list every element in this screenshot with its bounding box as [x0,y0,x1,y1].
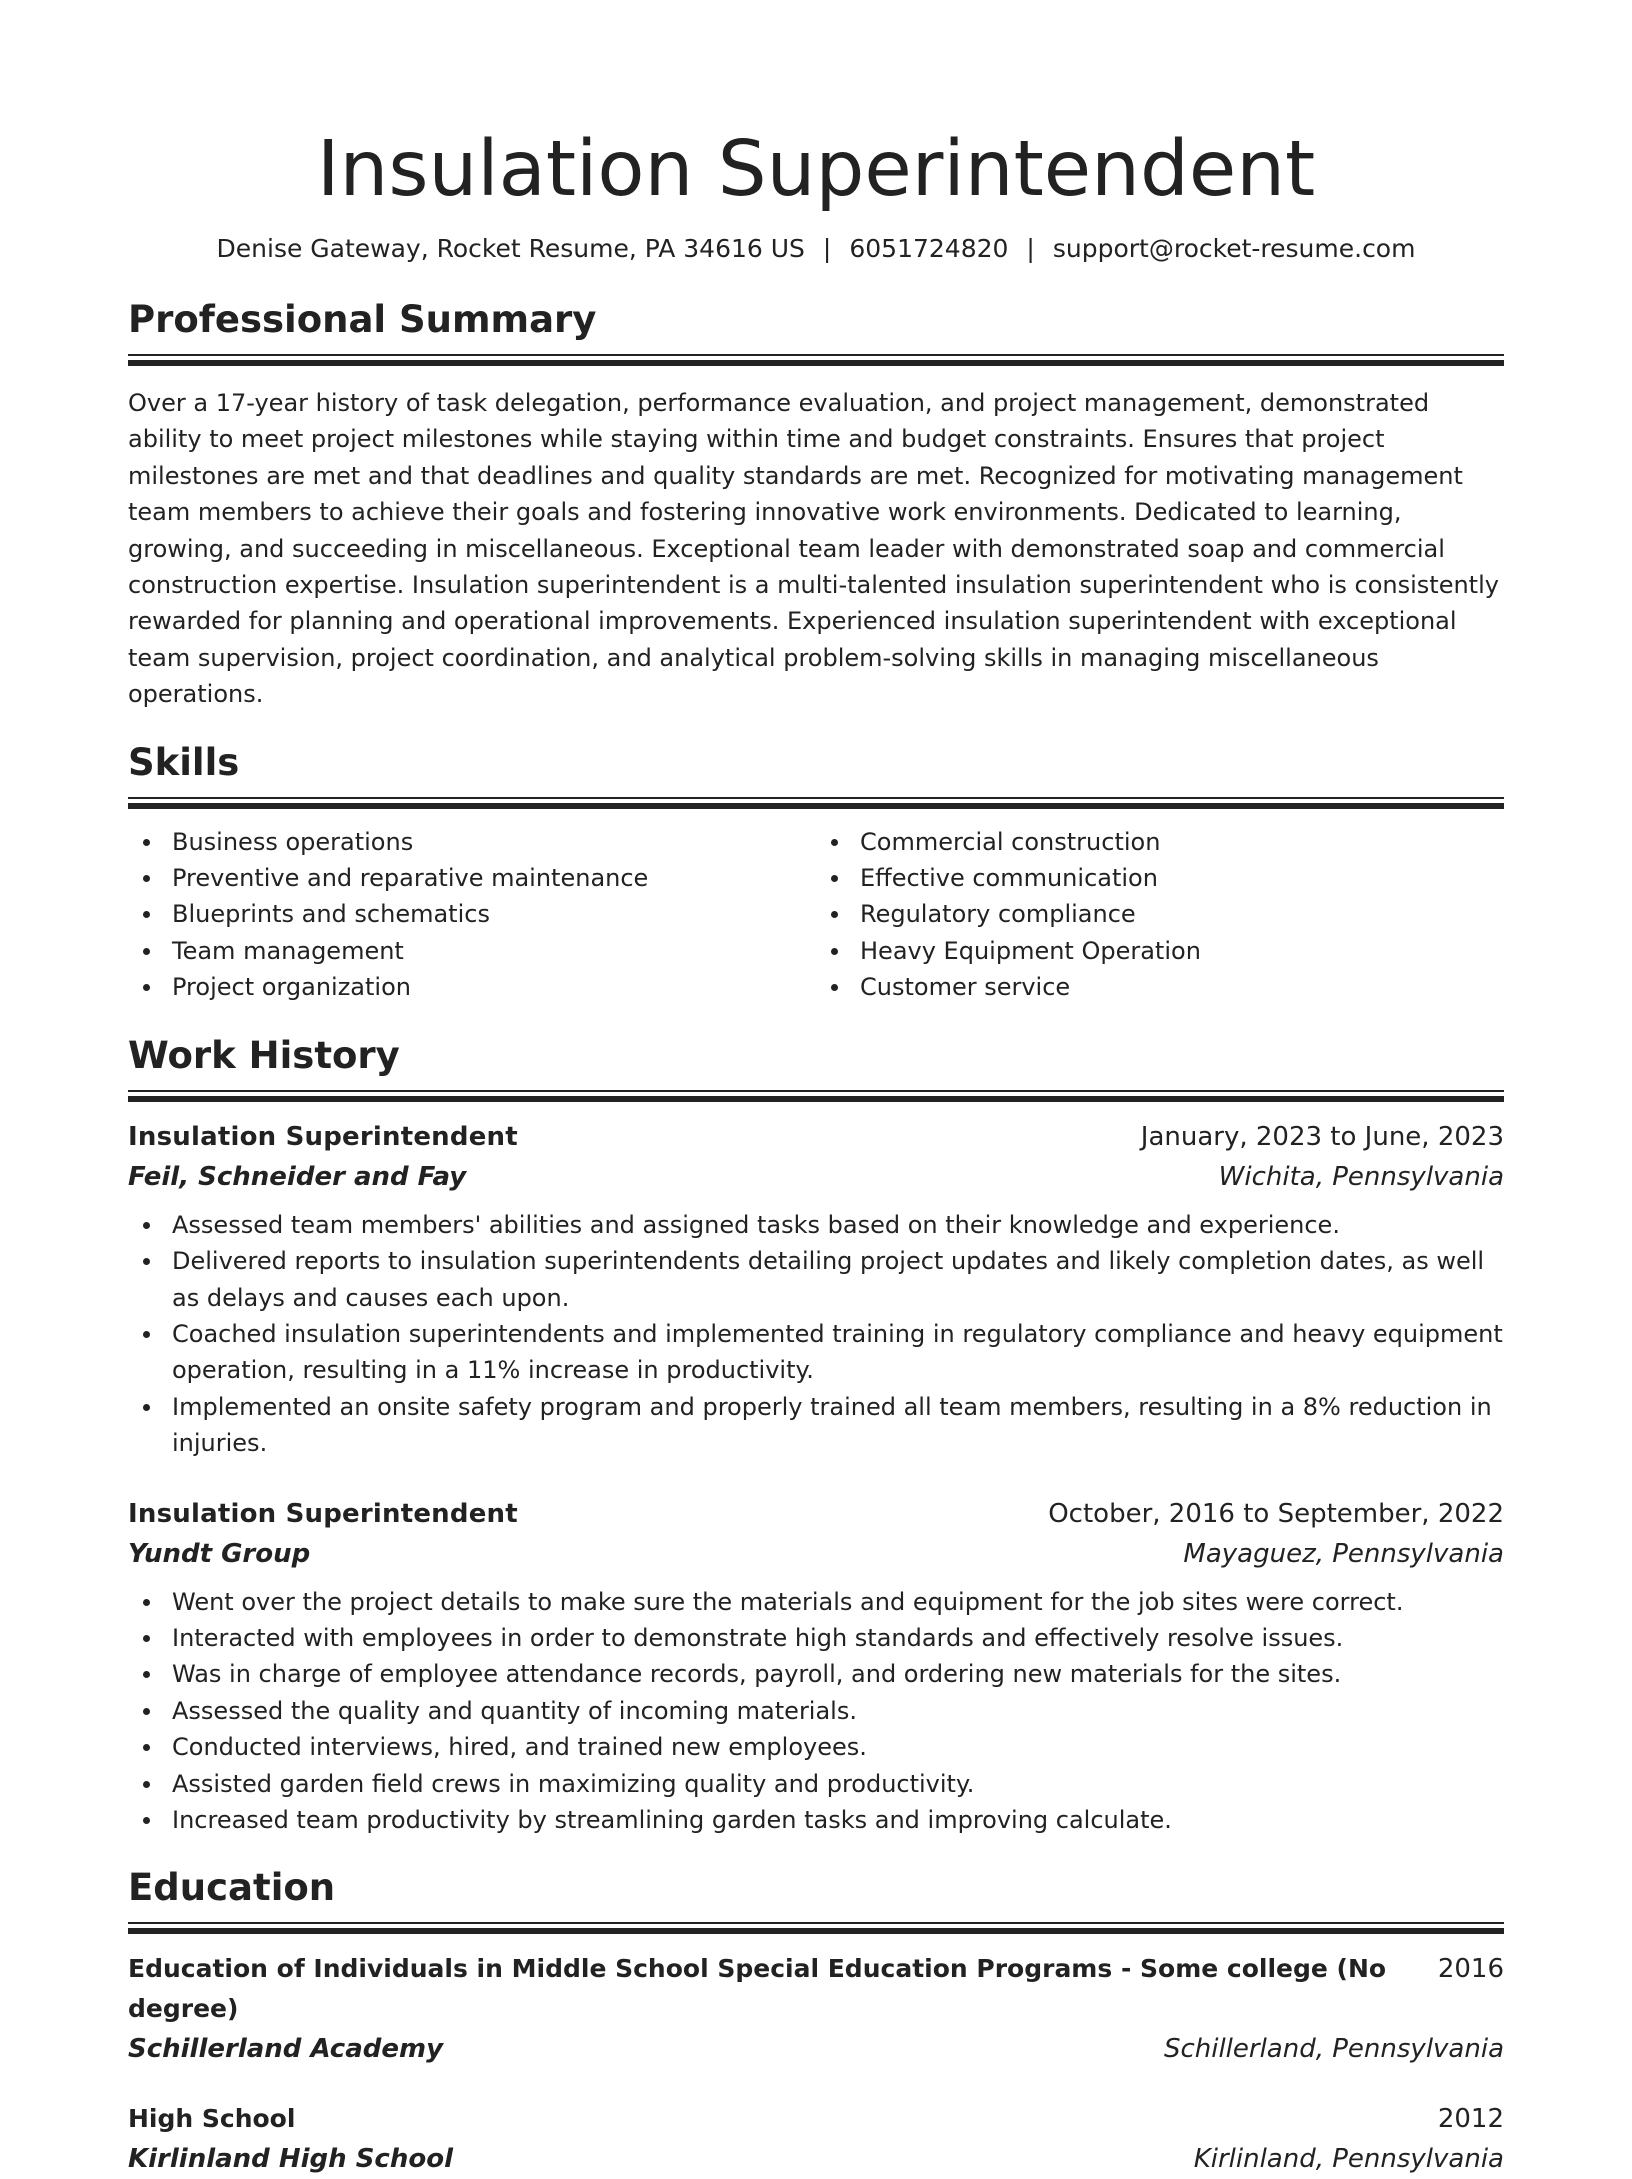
job-location: Wichita, Pennsylvania [1218,1161,1504,1192]
contact-line [128,232,1504,266]
section-divider [128,354,1504,367]
skill-item: Effective communication [816,860,1504,896]
resume-title: Insulation Superintendent [316,125,1316,214]
education-location: Schillerland, Pennsylvania [1163,2034,1504,2065]
education-header-row [128,1949,1504,2029]
job-title: Insulation Superintendent [128,1121,518,1152]
work-history-section [128,1032,1504,1839]
job-bullet: Increased team productivity by streamlining garden tasks and improving calculate. [128,1802,1504,1838]
section-heading-work: Work History [128,1033,400,1077]
section-divider [128,1090,1504,1103]
education-school-row [128,2139,1504,2179]
education-year: 2012 [1437,2104,1504,2135]
skill-item: Preventive and reparative maintenance [128,860,816,896]
education-year: 2016 [1437,1954,1504,1985]
education-entry [128,2099,1504,2179]
job-location: Mayaguez, Pennsylvania [1183,1538,1504,1569]
skill-item: Team management [128,933,816,969]
job-bullet: Was in charge of employee attendance records, payroll, and ordering new materials for the sites. [128,1656,1504,1692]
job-bullet: Assisted garden field crews in maximizing quality and productivity. [128,1766,1504,1802]
education-location: Kirlinland, Pennsylvania [1193,2144,1504,2175]
job-dates: January, 2023 to June, 2023 [1140,1121,1504,1152]
job-bullet: Conducted interviews, hired, and trained new employees. [128,1729,1504,1765]
job-bullet: Delivered reports to insulation superintendents detailing project updates and likely completion dates, as well as delays and causes each upon. [128,1243,1504,1316]
job-employer-row [128,1157,1504,1197]
education-title: Education of Individuals in Middle School Special Education Programs - Some college (No degree) [128,1954,1387,2024]
job-employer: Yundt Group [128,1538,311,1569]
contact-address: Denise Gateway, Rocket Resume, PA 34616 US [216,234,805,263]
resume-page [128,0,1504,2179]
job-header-row [128,1494,1504,1534]
education-school-row [128,2029,1504,2069]
contact-separator: | [822,234,832,263]
section-heading-education: Education [128,1866,336,1910]
job-title: Insulation Superintendent [128,1498,518,1529]
skills-section [128,739,1504,1006]
contact-phone: 6051724820 [849,234,1009,263]
contact-email[interactable]: support@rocket-resume.com [1052,234,1416,263]
section-divider [128,797,1504,810]
skill-item: Blueprints and schematics [128,896,816,932]
education-header-row [128,2099,1504,2139]
education-title: High School [128,2104,296,2134]
section-heading-skills: Skills [128,740,240,784]
skills-columns [128,824,1504,1006]
skill-item: Regulatory compliance [816,896,1504,932]
education-entry [128,1949,1504,2069]
job-bullets [128,1207,1504,1462]
job-bullet: Coached insulation superintendents and implemented training in regulatory compliance and heavy equipment operation, resulting in a 11% increase in productivity. [128,1316,1504,1389]
job-entry [128,1494,1504,1839]
job-employer: Feil, Schneider and Fay [128,1161,467,1192]
job-employer-row [128,1534,1504,1574]
skills-list-left [128,824,816,1006]
education-school: Schillerland Academy [128,2034,444,2065]
job-bullet: Went over the project details to make sure the materials and equipment for the job sites were correct. [128,1584,1504,1620]
skill-item: Business operations [128,824,816,860]
job-dates: October, 2016 to September, 2022 [1048,1498,1504,1529]
job-entry [128,1117,1504,1462]
skill-item: Customer service [816,969,1504,1005]
section-heading-summary: Professional Summary [128,298,597,341]
job-bullet: Implemented an onsite safety program and properly trained all team members, resulting in a 8% reduction in injuries. [128,1389,1504,1462]
job-bullet: Assessed the quality and quantity of incoming materials. [128,1693,1504,1729]
contact-separator: | [1026,234,1035,263]
skill-item: Commercial construction [816,824,1504,860]
skills-list-right [816,824,1504,1006]
education-section [128,1864,1504,2179]
skill-item: Project organization [128,969,816,1005]
job-bullets [128,1584,1504,1839]
section-divider [128,1922,1504,1935]
summary-text: Over a 17-year history of task delegation, performance evaluation, and project management, demonstrated ability to meet project milestones while staying within time and budget constraints. Ensures that project milestones are met and that deadlines and quality standards are met. Recognized for motivating management team members to achieve their goals and fostering innovative work environments. Dedicated to learning, growing, and succeeding in miscellaneous. Exceptional team leader with demonstrated soap and commercial construction expertise. Insulation superintendent is a multi-talented insulation superintendent who is consistently rewarded for planning and operational improvements. Experienced insulation superintendent with exceptional team supervision, project coordination, and analytical problem-solving skills in managing miscellaneous operations. [128,389,1499,709]
job-bullet: Interacted with employees in order to demonstrate high standards and effectively resolve issues. [128,1620,1504,1656]
skill-item: Heavy Equipment Operation [816,933,1504,969]
job-header-row [128,1117,1504,1157]
education-school: Kirlinland High School [128,2144,453,2175]
summary-section [128,296,1504,713]
job-bullet: Assessed team members' abilities and assigned tasks based on their knowledge and experience. [128,1207,1504,1243]
